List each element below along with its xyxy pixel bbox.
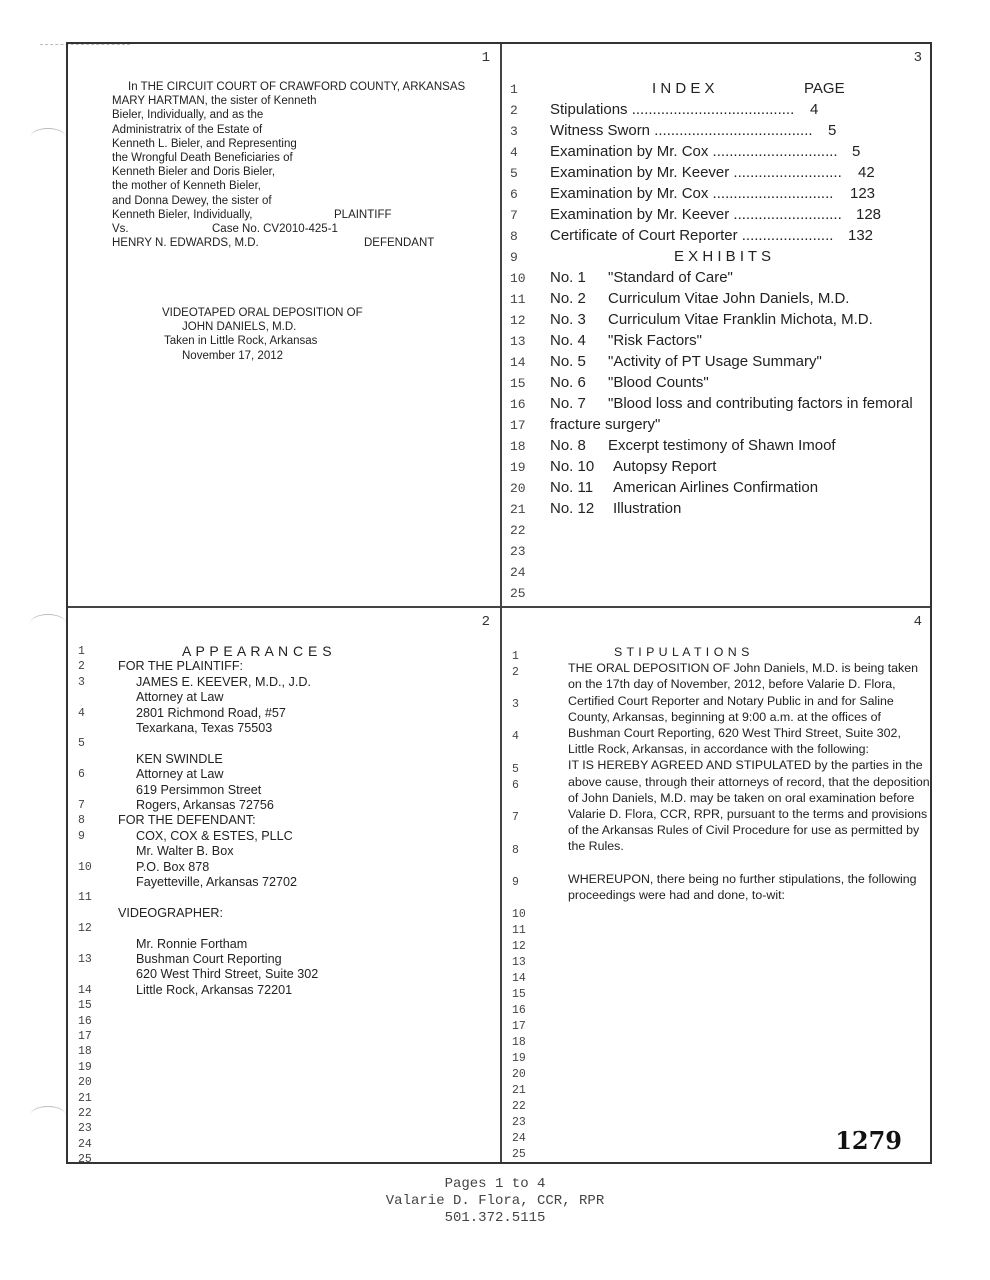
caption-line: and Donna Dewey, the sister of [112, 194, 272, 207]
index-label: Stipulations ....................................... [550, 101, 795, 118]
witness-name: JOHN DANIELS, M.D. [182, 321, 297, 334]
index-entry [502, 206, 932, 227]
exhibit-entry [502, 269, 932, 290]
line-number: 25 [78, 1153, 92, 1164]
exhibit-number: No. 6 [550, 374, 586, 391]
exhibit-description: Curriculum Vitae Franklin Michota, M.D. [608, 311, 873, 328]
line-number: 7 [78, 799, 85, 812]
page-number: 2 [481, 614, 490, 630]
index-heading: I N D E X [652, 80, 715, 97]
line-number: 2 [78, 660, 85, 674]
exhibit-entry [502, 332, 932, 353]
line-number: 12 [510, 313, 526, 328]
caption-line: Bieler, Individually, and as the [112, 109, 264, 122]
exhibits-heading-row [502, 248, 932, 269]
line-number: 19 [78, 1060, 92, 1074]
line-number: 6 [512, 779, 519, 792]
exhibit-entry [502, 437, 932, 458]
blank-line [502, 584, 932, 605]
index-page: 5 [828, 122, 837, 139]
punch-hole-mark [30, 1106, 66, 1125]
line-number: 24 [512, 1132, 526, 1145]
line-number: 15 [78, 999, 92, 1013]
line-number: 18 [510, 439, 526, 454]
line-number: 3 [78, 675, 85, 689]
line-number: 3 [510, 124, 518, 139]
line-number: 12 [78, 922, 92, 936]
index-label: Examination by Mr. Cox ............................. [550, 185, 834, 202]
page-number: 3 [913, 50, 922, 66]
line-number: 3 [512, 698, 519, 711]
deposition-location: Taken in Little Rock, Arkansas [164, 335, 318, 348]
exhibit-description: "Activity of PT Usage Summary" [608, 353, 822, 370]
exhibit-number: No. 2 [550, 290, 586, 307]
line-number: 23 [78, 1122, 92, 1136]
line-number: 6 [78, 768, 85, 782]
exhibits-heading: E X H I B I T S [674, 248, 771, 265]
bates-stamp: 1279 [835, 1126, 902, 1155]
exhibit-entry [502, 374, 932, 395]
exhibit-description: "Blood loss and contributing factors in femoral [608, 395, 913, 412]
line-number: 21 [510, 502, 526, 517]
line-number: 9 [512, 876, 519, 889]
line-number: 11 [510, 292, 526, 307]
line-number: 22 [510, 523, 526, 538]
stipulations-body [550, 644, 930, 903]
deposition-title-block [162, 306, 402, 363]
page-number: 1 [481, 50, 490, 66]
appearance-text: 2801 Richmond Road, #57 [136, 705, 286, 720]
stipulation-paragraph: IT IS HEREBY AGREED AND STIPULATED by the parties in the above cause, through their attorneys of record, that the deposition of John Daniels, M.D. may be taken on oral examination before Valarie D. Flora, CCR, RPR, pursuant to the terms and provisions of the Arkansas Rules of Civil Procedure for use as permitted by the Rules. [568, 758, 930, 854]
transcript-page-4 [502, 608, 932, 1164]
exhibit-entry [502, 395, 932, 416]
exhibit-number: No. 10 [550, 458, 595, 475]
appearance-text: FOR THE DEFENDANT: [118, 813, 256, 828]
caption-line: the mother of Kenneth Bieler, [112, 180, 261, 193]
line-number: 19 [512, 1052, 526, 1065]
line-number: 23 [510, 544, 526, 559]
defendant-label: DEFENDANT [364, 237, 435, 250]
appearance-text: FOR THE PLAINTIFF: [118, 659, 244, 674]
line-number: 10 [512, 908, 526, 921]
blank-line [502, 542, 932, 563]
appearance-text: VIDEOGRAPHER: [118, 905, 223, 920]
line-number: 2 [510, 103, 518, 118]
line-number: 25 [510, 586, 526, 601]
line-number: 13 [510, 334, 526, 349]
transcript-page-1 [68, 44, 500, 606]
line-number: 14 [510, 355, 526, 370]
plaintiff-label: PLAINTIFF [334, 208, 392, 221]
appearance-text: Texarkana, Texas 75503 [136, 721, 273, 735]
page-number: 4 [913, 614, 922, 630]
line-number: 17 [512, 1020, 526, 1033]
index-entry [502, 227, 932, 248]
exhibit-description: Excerpt testimony of Shawn Imoof [608, 437, 836, 454]
line-number: 22 [78, 1107, 92, 1120]
punch-hole-mark [30, 128, 66, 147]
appearance-text: Little Rock, Arkansas 72201 [136, 982, 293, 997]
blank-line [502, 521, 932, 542]
index-label: Certificate of Court Reporter ...................... [550, 227, 834, 244]
index-label: Examination by Mr. Keever .......................... [550, 164, 842, 181]
line-number: 23 [512, 1116, 526, 1129]
blank-line [502, 563, 932, 584]
exhibit-description: Autopsy Report [613, 458, 717, 475]
line-number: 5 [78, 737, 85, 751]
case-caption [112, 80, 492, 250]
appearance-text: KEN SWINDLE [136, 751, 223, 766]
exhibit-entry [502, 353, 932, 374]
footer-phone: 501.372.5115 [444, 1210, 546, 1226]
line-number: 4 [512, 730, 519, 743]
exhibit-description: Illustration [613, 500, 682, 517]
appearance-text: Fayetteville, Arkansas 72702 [136, 875, 298, 889]
line-number: 16 [510, 397, 526, 412]
line-number: 8 [78, 814, 85, 828]
line-number: 8 [512, 844, 519, 857]
line-number: 24 [510, 565, 526, 580]
appearance-text: Bushman Court Reporting [136, 952, 282, 966]
exhibit-description: "Standard of Care" [608, 269, 733, 286]
transcript-page-3 [502, 44, 932, 606]
exhibit-number: No. 5 [550, 353, 586, 370]
caption-line: Kenneth Bieler, Individually, [112, 208, 253, 221]
line-number: 1 [512, 650, 519, 663]
appearance-text: Mr. Walter B. Box [136, 844, 234, 859]
appearances-heading: A P P E A R A N C E S [182, 643, 333, 659]
transcript-page-2 [68, 608, 500, 1164]
line-number: 14 [78, 983, 92, 997]
appearance-text: JAMES E. KEEVER, M.D., J.D. [136, 674, 311, 689]
index-entry [502, 143, 932, 164]
line-number: 20 [78, 1076, 92, 1090]
exhibit-description: Curriculum Vitae John Daniels, M.D. [608, 290, 850, 307]
exhibit-number: No. 11 [550, 479, 594, 496]
index-page: 42 [858, 164, 875, 181]
line-number: 18 [78, 1045, 92, 1059]
line-number: 4 [510, 145, 518, 160]
caption-line: Kenneth L. Bieler, and Representing [112, 137, 297, 150]
transcript-sheet [66, 42, 932, 1164]
index-label: Examination by Mr. Cox .............................. [550, 143, 838, 160]
index-label: Examination by Mr. Keever .......................... [550, 206, 842, 223]
caption-line: Administratrix of the Estate of [112, 123, 263, 136]
line-number: 5 [512, 763, 519, 776]
line-number: 25 [512, 1148, 526, 1161]
exhibit-entry [502, 500, 932, 521]
exhibit-entry [502, 479, 932, 500]
line-number: 22 [512, 1100, 526, 1113]
case-number: Case No. CV2010-425-1 [212, 223, 338, 236]
line-number: 6 [510, 187, 518, 202]
line-number: 1 [78, 645, 85, 658]
line-number: 2 [512, 666, 519, 679]
punch-hole-mark [30, 614, 66, 633]
footer-reporter: Valarie D. Flora, CCR, RPR [385, 1193, 605, 1209]
line-number: 17 [510, 418, 526, 433]
index-entry [502, 185, 932, 206]
defendant-name: HENRY N. EDWARDS, M.D. [112, 237, 259, 250]
court-name: In THE CIRCUIT COURT OF CRAWFORD COUNTY, ARKANSAS [128, 81, 466, 93]
exhibit-description: fracture surgery" [550, 416, 661, 433]
caption-line: Kenneth Bieler and Doris Bieler, [112, 166, 276, 179]
line-number: 21 [78, 1091, 92, 1105]
line-number: 11 [512, 924, 526, 937]
line-number: 5 [510, 166, 518, 181]
line-number: 20 [512, 1068, 526, 1081]
appearance-text: Rogers, Arkansas 72756 [136, 798, 274, 812]
footer-pages: Pages 1 to 4 [444, 1176, 546, 1192]
caption-line: the Wrongful Death Beneficiaries of [112, 152, 293, 165]
defendant-line [112, 236, 492, 250]
line-number: 16 [78, 1014, 92, 1028]
line-number: 7 [510, 208, 518, 223]
appearance-text: COX, COX & ESTES, PLLC [136, 828, 293, 843]
exhibit-entry [502, 311, 932, 332]
exhibit-number: No. 12 [550, 500, 595, 517]
stipulation-paragraph: THE ORAL DEPOSITION OF John Daniels, M.D. is being taken on the 17th day of November, 2012, before Valarie D. Flora, Certified Court Reporter and Notary Public in and for Saline County, Arkansas, beginning at 9:00 a.m. at the offices of Bushman Court Reporting, 620 West Third Street, Suite 302, Little Rock, Arkansas, in accordance with the following: [568, 661, 919, 757]
index-page: 132 [848, 227, 874, 244]
line-number: 14 [512, 972, 526, 985]
exhibit-number: No. 7 [550, 395, 586, 412]
deposition-title: VIDEOTAPED ORAL DEPOSITION OF [162, 307, 363, 319]
appearance-text: Mr. Ronnie Fortham [136, 936, 248, 951]
line-number: 8 [510, 229, 518, 244]
index-heading-row [502, 80, 932, 101]
index-page: 123 [850, 185, 876, 202]
exhibit-number: No. 1 [550, 269, 586, 286]
line-number: 13 [78, 953, 92, 966]
exhibit-number: No. 4 [550, 332, 586, 349]
transcript-footer [0, 1176, 990, 1227]
index-entry [502, 101, 932, 122]
appearance-text: 619 Persimmon Street [136, 782, 262, 797]
exhibit-description: "Risk Factors" [608, 332, 702, 349]
exhibit-number: No. 3 [550, 311, 586, 328]
line-number: 13 [512, 956, 526, 969]
exhibit-entry [502, 416, 932, 437]
index-page: 128 [856, 206, 882, 223]
line-number: 1 [510, 82, 518, 97]
line-number: 20 [510, 481, 526, 496]
exhibit-number: No. 8 [550, 437, 586, 454]
line-number: 7 [512, 811, 519, 824]
exhibit-description: American Airlines Confirmation [613, 479, 819, 496]
index-entry [502, 122, 932, 143]
line-number: 17 [78, 1030, 92, 1043]
line-number: 21 [512, 1084, 526, 1097]
appearance-text: P.O. Box 878 [136, 859, 210, 874]
line-number: 10 [510, 271, 526, 286]
appearance-text: Attorney at Law [136, 690, 224, 705]
stipulations-heading: S T I P U L A T I O N S [614, 645, 750, 659]
line-number: 15 [510, 376, 526, 391]
deposition-date: November 17, 2012 [182, 349, 284, 362]
index-page: 4 [810, 101, 819, 118]
line-number: 4 [78, 706, 85, 720]
stipulation-paragraph: WHEREUPON, there being no further stipulations, the following proceedings were had and done, to-wit: [568, 871, 917, 902]
line-number: 24 [78, 1137, 92, 1151]
caption-line: MARY HARTMAN, the sister of Kenneth [112, 95, 317, 108]
line-number: 15 [512, 988, 526, 1001]
appearance-text: 620 West Third Street, Suite 302 [136, 967, 319, 982]
line-number: 9 [78, 829, 85, 843]
page-column-heading: PAGE [804, 80, 845, 97]
index-entry [502, 164, 932, 185]
exhibit-entry [502, 458, 932, 479]
exhibit-description: "Blood Counts" [608, 374, 709, 391]
appearance-text: Attorney at Law [136, 767, 224, 782]
line-number: 9 [510, 250, 518, 265]
line-number: 10 [78, 860, 92, 874]
exhibit-entry [502, 290, 932, 311]
versus-label: Vs. [112, 223, 129, 236]
line-number: 16 [512, 1004, 526, 1017]
index-label: Witness Sworn ...................................... [550, 122, 813, 139]
plaintiff-line [112, 208, 492, 222]
line-number: 12 [512, 940, 526, 953]
line-number: 18 [512, 1036, 526, 1049]
index-page: 5 [852, 143, 861, 160]
line-number: 19 [510, 460, 526, 475]
versus-line [112, 222, 492, 236]
line-number: 11 [78, 891, 92, 905]
